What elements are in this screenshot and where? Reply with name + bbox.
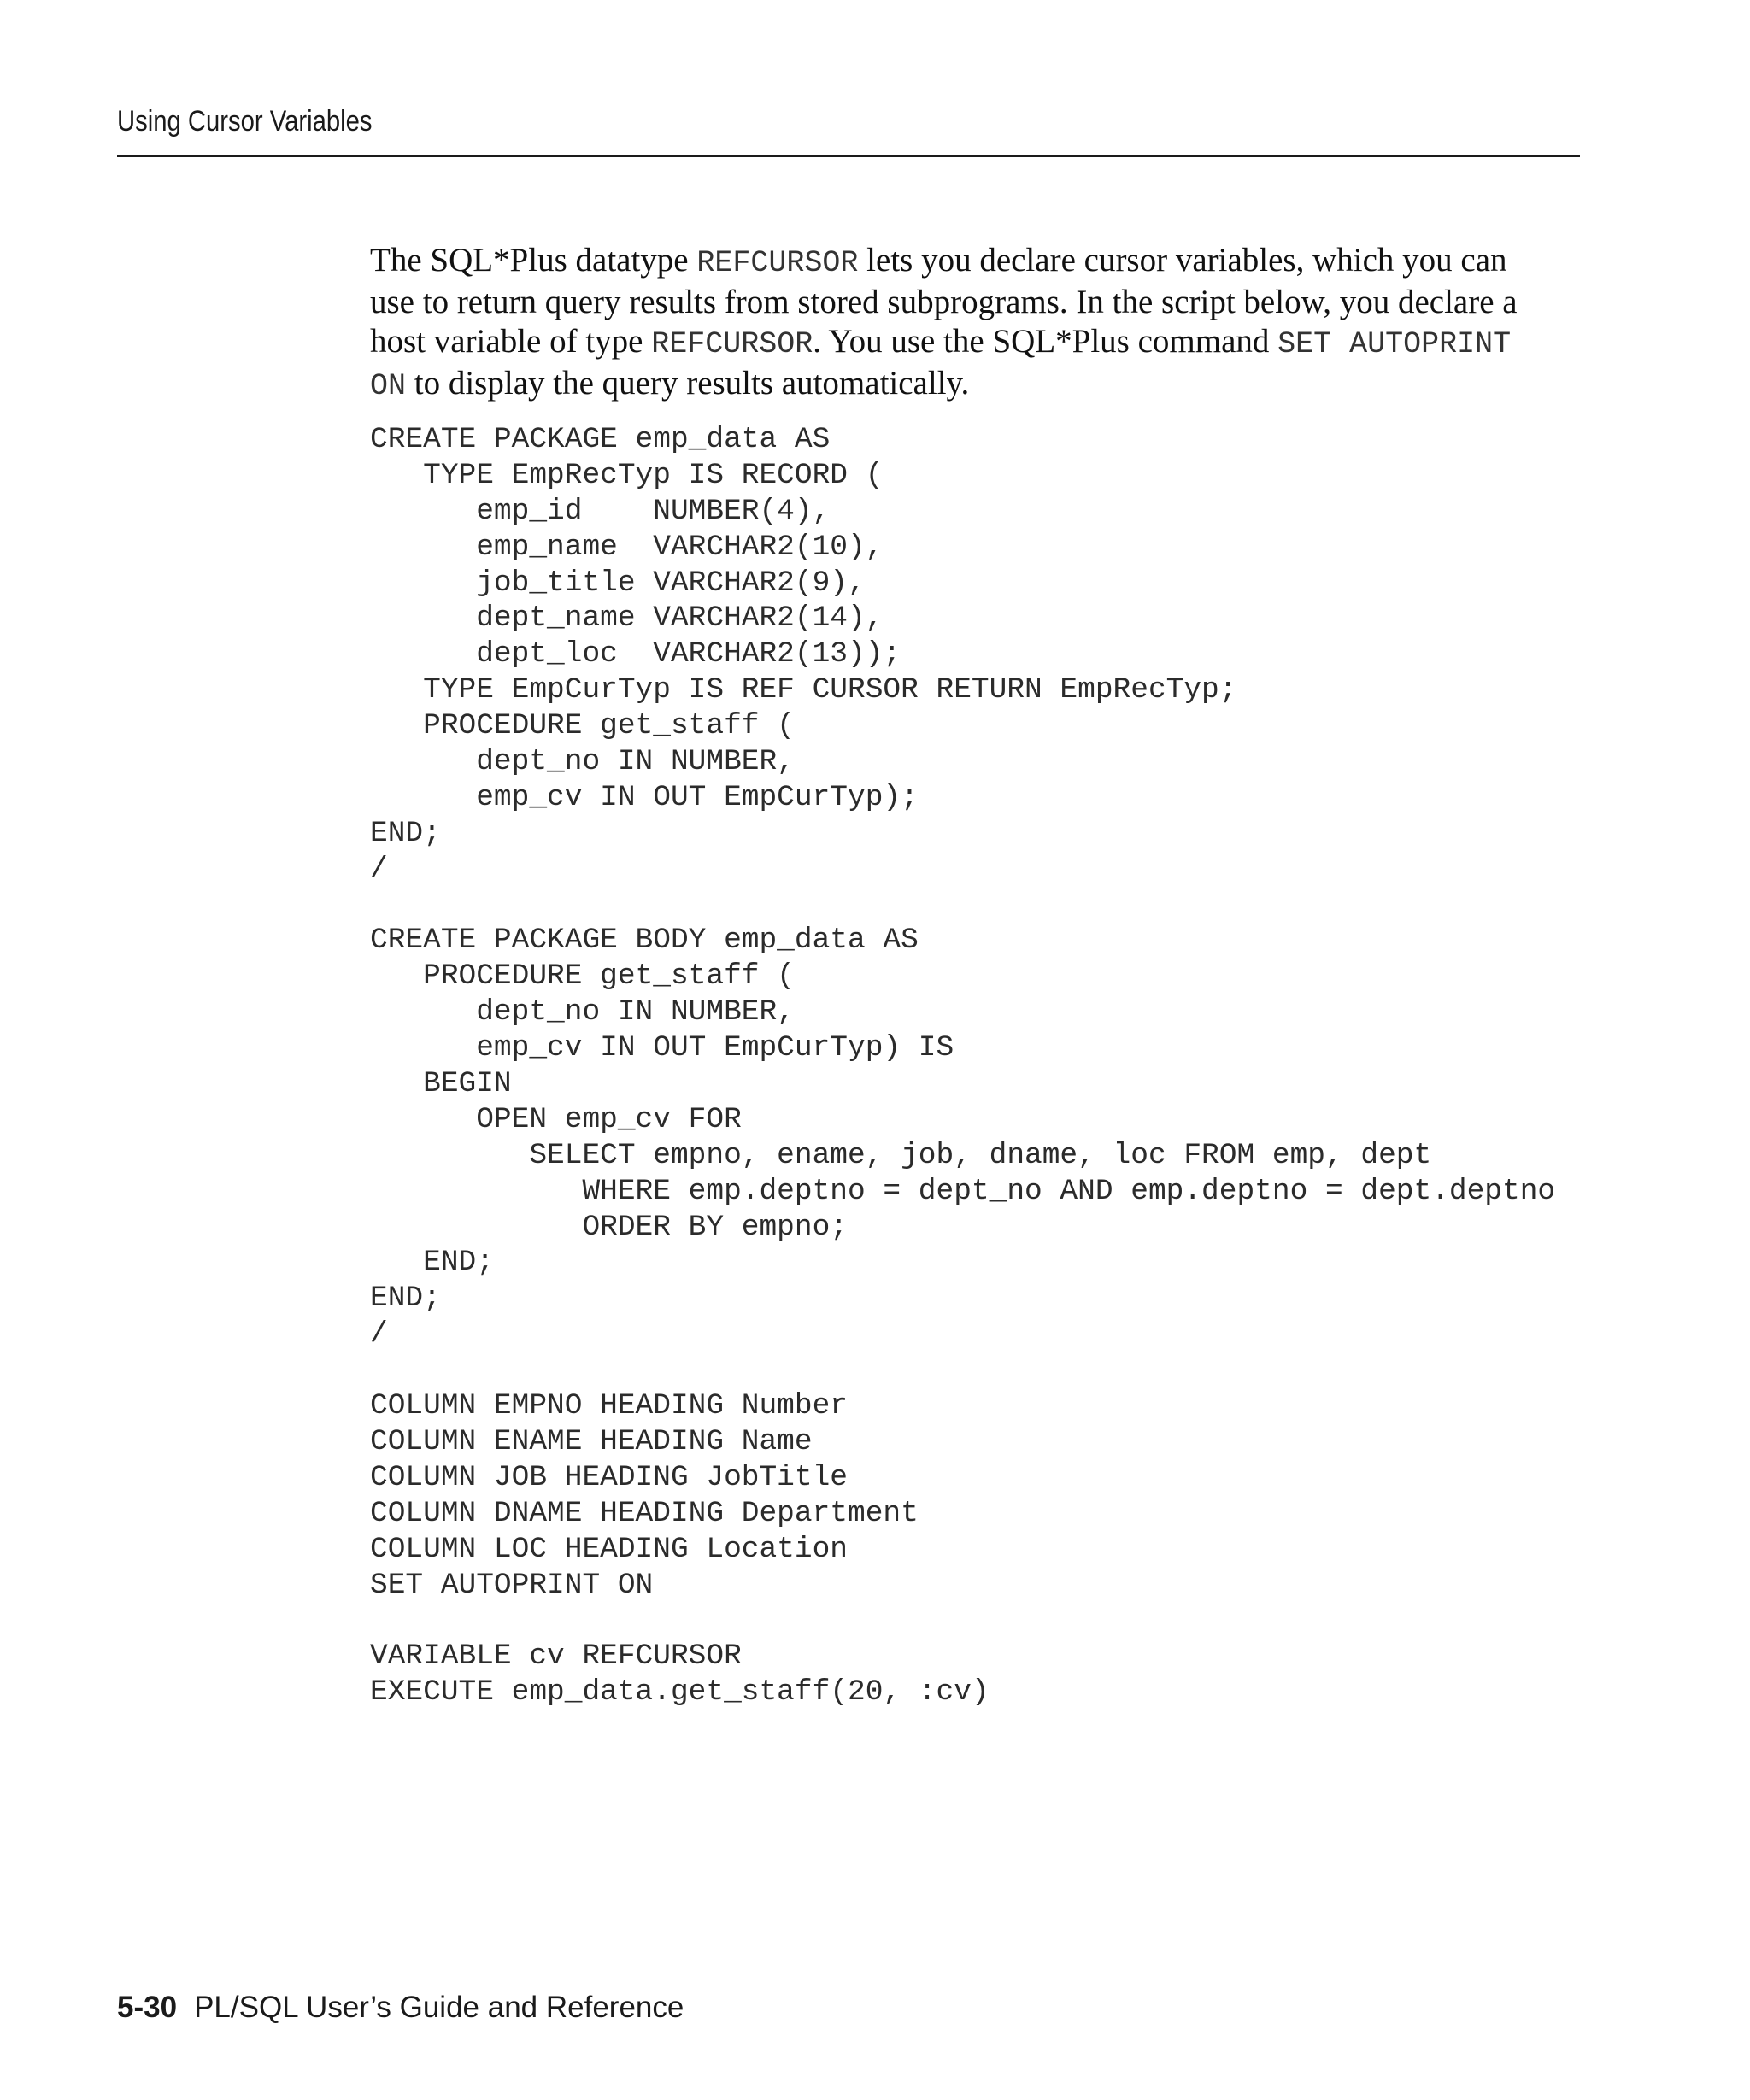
code-line: emp_cv IN OUT EmpCurTyp) IS [370,1031,954,1065]
code-line: dept_no IN NUMBER, [370,745,795,779]
code-line: SELECT empno, ename, job, dname, loc FROM emp, dept [370,1138,1432,1172]
code-line: END; [370,816,441,850]
code-line: END; [370,1246,494,1280]
code-line [370,1352,1555,1388]
code-line: PROCEDURE get_staff ( [370,959,795,994]
code-line: BEGIN [370,1067,512,1101]
intro-text-2: lets you declare cursor variables, which you can use to return query results from stored subprograms. In the script below, you declare a host variable of type [370,242,1518,360]
intro-code-refcursor-1: REFCURSOR [696,246,859,280]
code-line: OPEN emp_cv FOR [370,1102,742,1136]
code-line: TYPE EmpCurTyp IS REF CURSOR RETURN EmpRecTyp; [370,673,1237,707]
code-line: COLUMN JOB HEADING JobTitle [370,1460,848,1494]
intro-text-4: to display the query results automatically. [406,365,970,402]
code-line: ORDER BY empno; [370,1210,848,1244]
code-line: COLUMN EMPNO HEADING Number [370,1389,848,1423]
code-line: job_title VARCHAR2(9), [370,566,866,600]
code-line: emp_cv IN OUT EmpCurTyp); [370,780,919,814]
code-line: / [370,852,388,886]
code-line: VARIABLE cv REFCURSOR [370,1640,742,1674]
code-line [370,1603,1555,1639]
code-line: COLUMN LOC HEADING Location [370,1532,848,1566]
code-line: COLUMN ENAME HEADING Name [370,1424,813,1458]
code-line [370,888,1555,924]
intro-text-1: The SQL*Plus datatype [370,242,697,279]
code-line: / [370,1317,388,1352]
code-line: CREATE PACKAGE BODY emp_data AS [370,924,919,958]
footer-book-title: PL/SQL User’s Guide and Reference [194,1991,684,2024]
page-footer [117,1991,684,2025]
code-line: PROCEDURE get_staff ( [370,709,795,743]
intro-paragraph [370,241,1549,406]
code-line: dept_no IN NUMBER, [370,995,795,1029]
code-line: emp_id NUMBER(4), [370,494,831,528]
intro-code-refcursor-2: REFCURSOR [651,327,813,361]
code-line: emp_name VARCHAR2(10), [370,530,884,564]
intro-text-3: . You use the SQL*Plus command [813,323,1278,360]
code-example [370,422,1555,1710]
header-divider [117,155,1580,157]
code-line: END; [370,1282,441,1316]
page-header-title: Using Cursor Variables [117,105,373,138]
code-line: CREATE PACKAGE emp_data AS [370,423,831,456]
code-line: dept_name VARCHAR2(14), [370,601,884,636]
code-line: SET AUTOPRINT ON [370,1568,654,1602]
code-line: EXECUTE emp_data.get_staff(20, :cv) [370,1675,990,1710]
footer-page-number: 5-30 [117,1991,178,2024]
code-line: WHERE emp.deptno = dept_no AND emp.deptno = dept.deptno [370,1174,1556,1208]
intro-code-set-autoprint: SET AUTOPRINT ON [370,327,1512,403]
code-line: TYPE EmpRecTyp IS RECORD ( [370,458,884,492]
code-line: dept_loc VARCHAR2(13)); [370,637,901,672]
code-line: COLUMN DNAME HEADING Department [370,1496,919,1530]
